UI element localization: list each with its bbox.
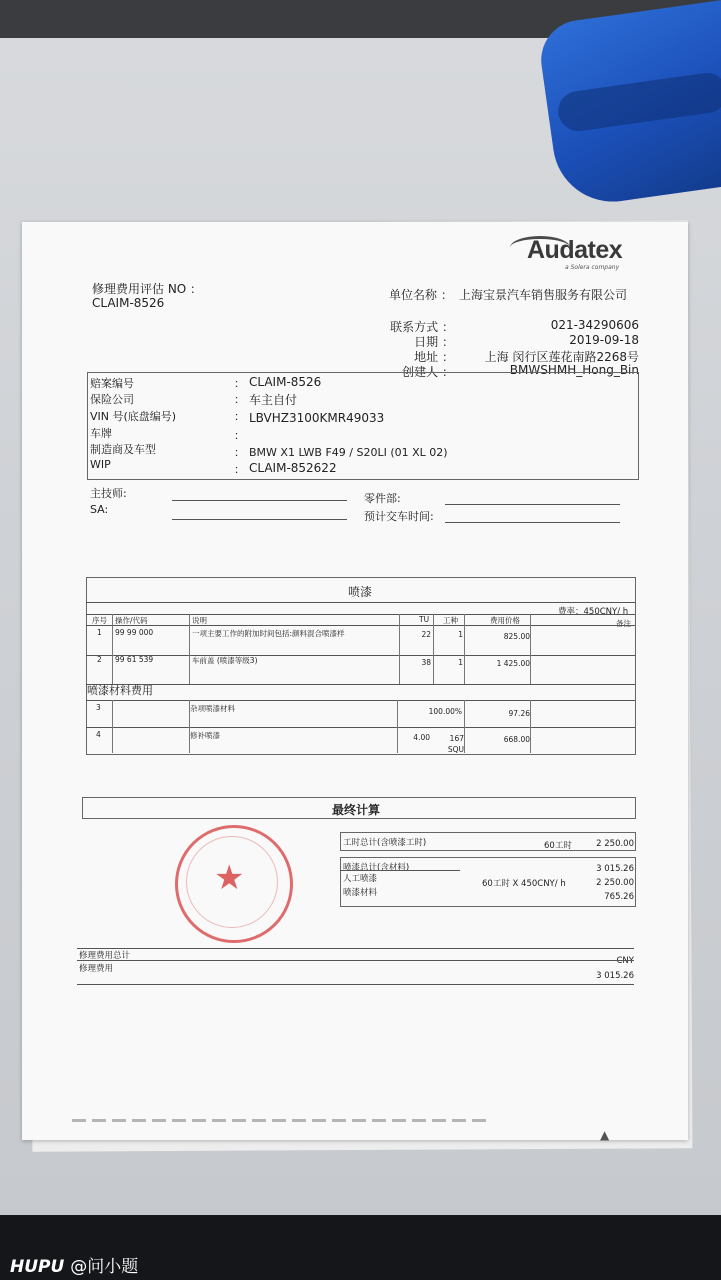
date-label: 日期 ： xyxy=(414,335,454,349)
paint-header-top xyxy=(86,614,635,615)
estimate-document xyxy=(22,222,688,1140)
summary-bottom-line xyxy=(77,984,634,985)
claim-info-colon: ： xyxy=(234,446,245,459)
paint-row-no: 2 xyxy=(97,655,102,664)
summary-mid-line xyxy=(77,960,634,961)
paint-row-tu: 22 xyxy=(421,630,431,639)
delivery-line xyxy=(445,522,620,523)
footer-text-faded xyxy=(72,1119,492,1122)
col-divider xyxy=(397,700,398,753)
parts-label: 零件部: xyxy=(364,492,401,505)
audatex-logo: Audatex xyxy=(527,236,623,264)
claim-info-label: 车牌 xyxy=(90,427,112,440)
paint-row-type: 1 xyxy=(458,658,463,667)
col-divider xyxy=(530,614,531,684)
labor-total-hours: 60工时 xyxy=(544,841,572,851)
address-value: 上海 闵行区莲花南路2268号 xyxy=(484,350,639,364)
paint-title: 喷漆 xyxy=(348,585,373,599)
paint-row-type: 1 xyxy=(458,630,463,639)
hupu-watermark xyxy=(10,1252,138,1277)
paint-row-code: 99 99 000 xyxy=(115,628,154,637)
paint-section xyxy=(86,577,636,755)
claim-info-value: LBVHZ3100KMR49033 xyxy=(249,411,385,425)
material-row-price: 97.26 xyxy=(508,709,530,718)
col-type-header: 工种 xyxy=(443,616,458,625)
paint-row-code: 99 61 539 xyxy=(115,655,154,664)
manual-paint-amount: 2 250.00 xyxy=(596,878,634,888)
material-row-desc: 杂项喷漆材料 xyxy=(190,704,235,713)
paint-total-label: 喷漆总计(含材料) xyxy=(343,863,410,873)
claim-info-label: 赔案编号 xyxy=(90,377,134,390)
material-row-price: 668.00 xyxy=(503,735,530,744)
final-title: 最终计算 xyxy=(332,803,381,817)
col-no-header: 序号 xyxy=(92,616,107,625)
col-divider xyxy=(464,700,465,753)
paint-row-price: 1 425.00 xyxy=(496,659,530,668)
col-divider xyxy=(189,614,190,684)
claim-info-value: CLAIM-852622 xyxy=(249,461,337,475)
material-row-no: 4 xyxy=(96,730,101,739)
manual-paint-label: 人工喷漆 xyxy=(343,874,378,884)
claim-info-colon: ： xyxy=(234,393,245,406)
paint-row-desc: 一项主要工作的附加时间包括:颜料混合喷漆样 xyxy=(192,629,345,638)
unit-label: 单位名称 ： xyxy=(389,288,453,302)
address-label: 地址 ： xyxy=(414,350,454,364)
audatex-logo-sub: a Solera company xyxy=(565,264,620,271)
paint-row-divider xyxy=(86,655,635,656)
col-price-header: 费用价格 xyxy=(490,616,520,625)
summary-cost-amount: 3 015.26 xyxy=(596,971,634,981)
material-row-desc: 修补喷漆 xyxy=(190,731,220,740)
paint-row-desc: 车前盖 (喷漆等级3) xyxy=(192,656,258,665)
watermark-brand: HUPU xyxy=(10,1257,65,1277)
col-divider xyxy=(464,614,465,684)
claim-info-colon: ： xyxy=(234,429,245,442)
claim-info-value: 车主自付 xyxy=(249,393,298,407)
watermark-handle: @问小题 xyxy=(70,1257,139,1277)
material-row-no: 3 xyxy=(96,703,101,712)
paint-row-no: 1 xyxy=(97,628,102,637)
paint-row-tu: 38 xyxy=(421,658,431,667)
col-divider xyxy=(189,700,190,753)
col-divider xyxy=(433,614,434,684)
labor-total-label: 工时总计(含喷漆工时) xyxy=(343,838,427,848)
contact-label: 联系方式 ： xyxy=(390,320,454,334)
creator-label: 创建人 ： xyxy=(402,365,454,379)
unit-value: 上海宝景汽车销售服务有限公司 xyxy=(459,288,628,302)
date-value: 2019-09-18 xyxy=(569,333,639,347)
claim-info-label: 保险公司 xyxy=(90,393,134,406)
col-tu-header: TU xyxy=(419,615,430,624)
delivery-label: 预计交车时间: xyxy=(364,510,434,523)
col-divider xyxy=(112,700,113,753)
claim-info-colon: ： xyxy=(234,377,245,390)
paint-total-divider xyxy=(340,870,460,871)
claim-info-label: VIN 号(底盘编号) xyxy=(90,410,177,423)
manual-paint-calc: 60工时 X 450CNY/ h xyxy=(482,879,566,889)
parts-line xyxy=(445,504,620,505)
claim-info-box xyxy=(87,372,639,480)
estimate-title-label: 修理费用评估 NO ： xyxy=(92,282,203,296)
summary-top-line xyxy=(77,948,634,949)
material-row-divider xyxy=(86,727,635,728)
paint-header-bottom xyxy=(86,625,635,626)
summary-total-label: 修理费用总计 xyxy=(79,951,131,961)
paint-row-divider xyxy=(86,684,635,685)
col-divider xyxy=(112,614,113,684)
paint-title-divider xyxy=(86,602,635,603)
tech-label: 主技师: xyxy=(90,487,127,500)
material-row-qty: 4.00 xyxy=(413,733,430,742)
claim-info-colon: ： xyxy=(234,463,245,476)
paint-material-amount: 765.26 xyxy=(604,892,634,902)
paint-total-amount: 3 015.26 xyxy=(596,864,634,874)
claim-number: CLAIM-8526 xyxy=(92,296,165,310)
paint-material-label: 喷漆材料 xyxy=(343,888,378,898)
sa-line xyxy=(172,519,347,520)
paint-rate: 费率：450CNY/ h xyxy=(558,607,629,617)
col-desc-header: 说明 xyxy=(192,616,207,625)
col-divider xyxy=(399,614,400,684)
claim-info-label: 制造商及车型 xyxy=(90,443,156,456)
contact-value: 021-34290606 xyxy=(550,318,639,332)
material-row-qty: 100.00% xyxy=(428,707,462,716)
material-top-line xyxy=(86,700,635,701)
claim-info-colon: ： xyxy=(234,410,245,423)
seal-star-icon: ★ xyxy=(214,858,245,898)
paint-row-price: 825.00 xyxy=(503,632,530,641)
col-divider xyxy=(530,700,531,753)
claim-info-label: WIP xyxy=(90,458,111,471)
col-code-header: 操作/代码 xyxy=(115,616,148,625)
material-row-unit: 167 SQU xyxy=(447,734,464,754)
creator-value: BMWSHMH_Hong_Bin xyxy=(509,363,639,377)
claim-info-value: CLAIM-8526 xyxy=(249,375,322,389)
claim-info-value: BMW X1 LWB F49 / S20LI (01 XL 02) xyxy=(249,446,448,459)
tech-line xyxy=(172,500,347,501)
sa-label: SA: xyxy=(90,503,109,516)
labor-total-amount: 2 250.00 xyxy=(596,839,634,849)
summary-cost-label: 修理费用 xyxy=(79,964,114,974)
paint-material-title: 喷漆材料费用 xyxy=(87,684,153,697)
col-note-header: 备注 xyxy=(616,619,631,628)
paper-clip-mark: ▲ xyxy=(600,1128,610,1142)
company-seal xyxy=(175,825,293,943)
summary-currency: CNY xyxy=(616,956,634,966)
